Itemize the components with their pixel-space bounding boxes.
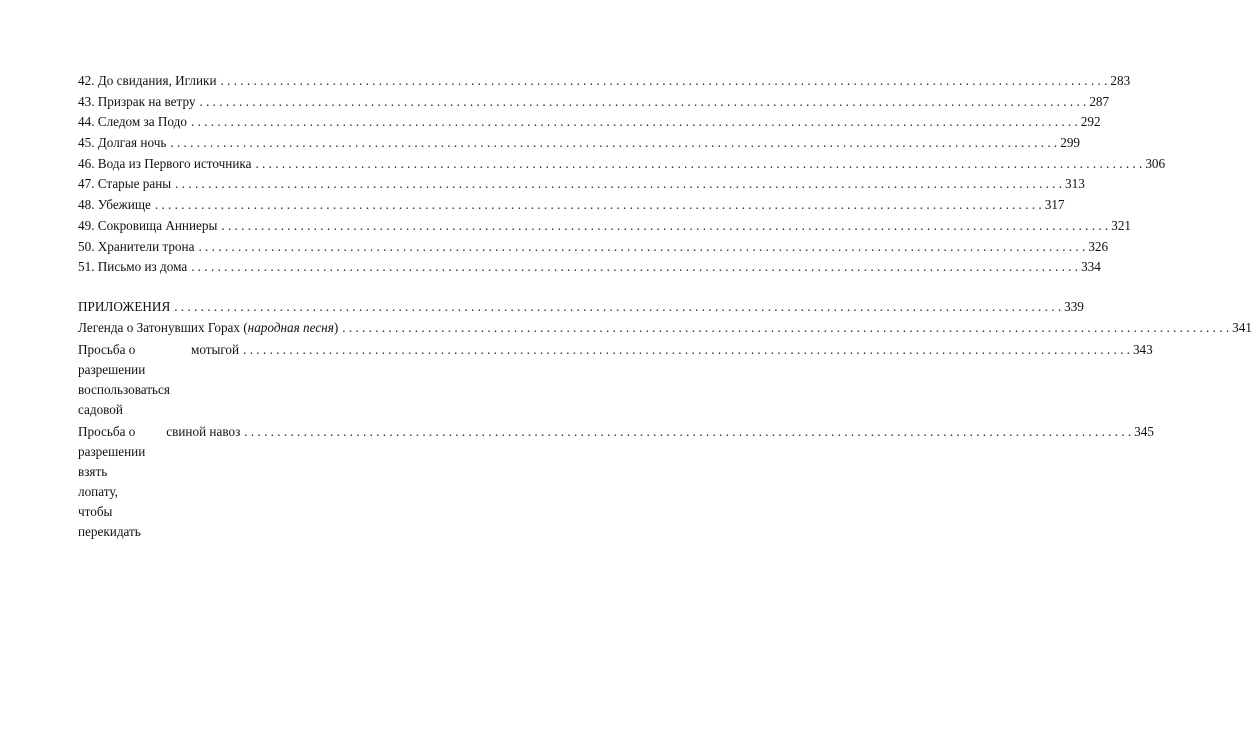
dot-leader bbox=[255, 154, 1142, 175]
toc-entry-title bbox=[78, 318, 342, 339]
toc-entry-continuation bbox=[145, 422, 1154, 442]
toc-entry-continuation bbox=[170, 340, 1153, 360]
toc-entry-page-number: 321 bbox=[1111, 217, 1131, 233]
toc-entry-title-line-1: Просьба о разрешении воспользоваться садовой bbox=[78, 342, 170, 418]
toc-entry-chapter-49[interactable] bbox=[78, 216, 1131, 237]
toc-entry-title: 45. Долгая ночь bbox=[78, 135, 167, 151]
dot-leader bbox=[244, 422, 1131, 442]
toc-entry-title: 43. Призрак на ветру bbox=[78, 93, 196, 109]
dot-leader bbox=[198, 237, 1085, 258]
toc-entry-chapter-46[interactable] bbox=[78, 154, 1166, 175]
toc-entry-title-line-2: свиной навоз bbox=[166, 424, 241, 440]
toc-entry-chapter-44[interactable] bbox=[78, 112, 1101, 133]
dot-leader bbox=[221, 71, 1108, 92]
toc-entry-title-line-1: Просьба о разрешении взять лопату, чтобы перекидать bbox=[78, 424, 146, 540]
toc-entry-page-number: 283 bbox=[1110, 73, 1131, 88]
toc-entry-legend[interactable] bbox=[78, 318, 1252, 339]
toc-entry-chapter-43[interactable] bbox=[78, 92, 1110, 113]
toc-entry-chapter-50[interactable] bbox=[78, 237, 1109, 258]
toc-entry-page-number: 343 bbox=[1132, 342, 1153, 358]
toc-entry-title: 51. Письмо из дома bbox=[78, 259, 188, 275]
toc-entry-chapter-48[interactable] bbox=[78, 195, 1065, 216]
toc-entry-title: 50. Хранители трона bbox=[78, 238, 195, 254]
toc-entry-shovel-request[interactable] bbox=[78, 422, 1154, 542]
toc-entry-chapter-42[interactable] bbox=[78, 71, 1131, 92]
toc-entry-hoe-request[interactable] bbox=[78, 340, 1153, 420]
toc-entry-page-number: 287 bbox=[1089, 93, 1110, 109]
toc-entry-title: 49. Сокровища Анниеры bbox=[78, 217, 218, 233]
toc-entry-page-number: 292 bbox=[1080, 114, 1101, 130]
toc-entry-page-number: 339 bbox=[1064, 298, 1084, 314]
toc-entry-page-number: 299 bbox=[1060, 135, 1080, 151]
dot-leader bbox=[243, 340, 1130, 360]
toc-entry-chapter-51[interactable] bbox=[78, 257, 1101, 278]
section-gap bbox=[78, 278, 420, 297]
legend-title-italic: народная песня bbox=[247, 319, 334, 335]
toc-entry-page-number: 306 bbox=[1145, 155, 1166, 171]
dot-leader bbox=[175, 174, 1062, 195]
toc-entry-title: 42. До свидания, Иглики bbox=[78, 73, 217, 88]
toc-entry-appendices[interactable] bbox=[78, 297, 1084, 318]
toc-entry-page-number: 334 bbox=[1081, 259, 1101, 275]
legend-title-prefix: Легенда о Затонувших Горах ( bbox=[78, 319, 248, 335]
table-of-contents bbox=[78, 71, 1252, 542]
toc-entry-title: 47. Старые раны bbox=[78, 176, 172, 192]
appendices-heading: ПРИЛОЖЕНИЯ bbox=[78, 298, 171, 314]
toc-entry-page-number: 345 bbox=[1134, 424, 1154, 440]
toc-entry-title: 44. Следом за Подо bbox=[78, 114, 187, 130]
dot-leader bbox=[155, 195, 1042, 216]
dot-leader bbox=[191, 257, 1078, 278]
legend-title-suffix: ) bbox=[333, 319, 339, 335]
toc-entry-page-number: 341 bbox=[1232, 319, 1252, 335]
dot-leader bbox=[199, 92, 1086, 113]
toc-entry-title: 48. Убежище bbox=[78, 197, 151, 213]
toc-entry-page-number: 326 bbox=[1088, 238, 1109, 254]
toc-entry-chapter-45[interactable] bbox=[78, 133, 1080, 154]
toc-entry-page-number: 317 bbox=[1044, 197, 1065, 213]
toc-entry-chapter-47[interactable] bbox=[78, 174, 1085, 195]
dot-leader bbox=[191, 112, 1078, 133]
dot-leader bbox=[170, 133, 1057, 154]
dot-leader bbox=[221, 216, 1108, 237]
toc-entry-title-line-2: мотыгой bbox=[190, 342, 240, 358]
dot-leader bbox=[342, 318, 1229, 339]
toc-entry-page-number: 313 bbox=[1065, 176, 1085, 192]
dot-leader bbox=[174, 297, 1061, 318]
toc-entry-title: 46. Вода из Первого источника bbox=[78, 155, 252, 171]
